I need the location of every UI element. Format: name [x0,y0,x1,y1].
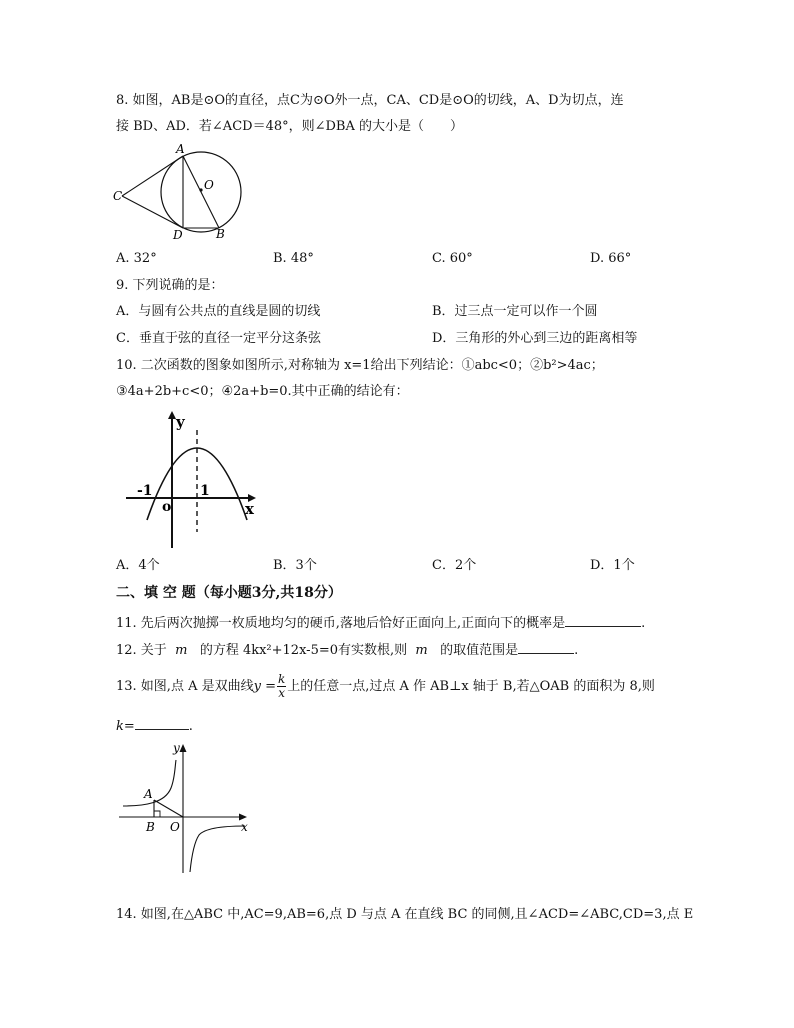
q12-line [116,641,578,660]
q11-line [116,614,645,633]
q9-stem: 9. 下列说确的是： [116,278,224,293]
q9-option-a: A．与圆有公共点的直线是圆的切线 [116,304,321,319]
q12-var-m2: m [415,643,428,658]
tangent-ca [122,156,183,196]
section2-heading: 二、填 空 题（每小题3分,共18分） [116,585,342,601]
label-o: O [204,178,214,192]
q8-circle-figure [110,142,250,242]
q10-parabola-figure [122,410,267,550]
label-c: C [113,189,123,203]
q14-line: 14. 如图,在△ABC 中,AC=9,AB=6,点 D 与点 A 在直线 BC 的同侧,且∠ACD=∠ABC,CD=3,点 E [116,907,694,922]
q13-post: 上的任意一点,过点 A 作 AB⊥x 轴于 B,若△OAB 的面积为 8,则 [287,679,655,694]
q12-mid: 的方程 4kx²+12x-5=0有实数根,则 [199,643,408,658]
q11-text: 11. 先后两次抛掷一枚质地均匀的硬币,落地后恰好正面向上,正面向下的概率是 [116,616,566,631]
q13-eq-lhs: y = [253,679,276,694]
label-minus1: -1 [137,483,153,499]
q12-post: 的取值范围是 [440,643,519,658]
label-y: y [176,413,185,431]
q13-answer-blank [135,717,189,730]
q12-answer-blank [518,641,574,654]
q10-option-d: D．1个 [590,558,635,573]
label-b: B [146,820,155,834]
q9-option-b: B．过三点一定可以作一个圆 [432,304,598,319]
label-x: x [241,820,248,834]
q10-line2: ③4a+2b+c<0；④2a+b=0.其中正确的结论有： [116,384,409,399]
y-arrow [168,411,176,419]
q11-answer-blank [565,614,641,627]
label-a: A [176,142,185,156]
q8-option-d: D. 66° [590,251,632,266]
label-a: A [144,787,153,801]
label-origin: o [162,499,172,515]
q13-frac-den: x [278,686,285,700]
center-dot [199,188,202,191]
q12-var-m: m [175,643,188,658]
hyperbola-branch-right [190,826,245,872]
label-one: 1 [200,483,210,499]
q12-end: . [574,643,579,658]
right-angle-mark [154,811,160,817]
label-x: x [245,500,254,518]
q8-line2: 接 BD、AD．若∠ACD＝48°，则∠DBA 的大小是（ ） [116,119,464,134]
q10-line1: 10. 二次函数的图象如图所示,对称轴为 x=1给出下列结论：①abc<0；②b²>4ac； [116,358,604,373]
q10-option-b: B．3个 [273,558,317,573]
label-b: B [216,227,225,241]
diameter-ab [183,156,219,228]
label-o: O [170,820,180,834]
label-d: D [173,228,183,242]
label-y: y [173,741,180,755]
q13-pre: 13. 如图,点 A 是双曲线 [116,679,254,694]
q9-option-d: D．三角形的外心到三边的距离相等 [432,331,638,346]
q8-line1: 8. 如图，AB是⊙O的直径，点C为⊙O外一点，CA、CD是⊙O的切线，A、D为切点，连 [116,93,624,108]
q13-fraction [277,673,286,700]
q13-line2 [116,717,193,736]
segment-ao [154,800,183,817]
q9-option-c: C．垂直于弦的直径一定平分这条弦 [116,331,321,346]
y-arrow [180,744,187,752]
q11-end: . [641,616,646,631]
q13-frac-num: k [277,672,286,686]
q13-hyperbola-figure [115,738,255,876]
q10-option-a: A．4个 [116,558,160,573]
q12-pre: 12. 关于 [116,643,167,658]
q10-option-c: C．2个 [432,558,477,573]
q8-option-c: C. 60° [432,251,473,266]
tangent-cd [122,196,183,228]
q13-end: . [188,719,193,734]
q8-option-b: B. 48° [273,251,314,266]
q8-option-a: A. 32° [116,251,157,266]
q13-line2-pre: k= [116,719,135,734]
q13-line1 [116,670,655,704]
